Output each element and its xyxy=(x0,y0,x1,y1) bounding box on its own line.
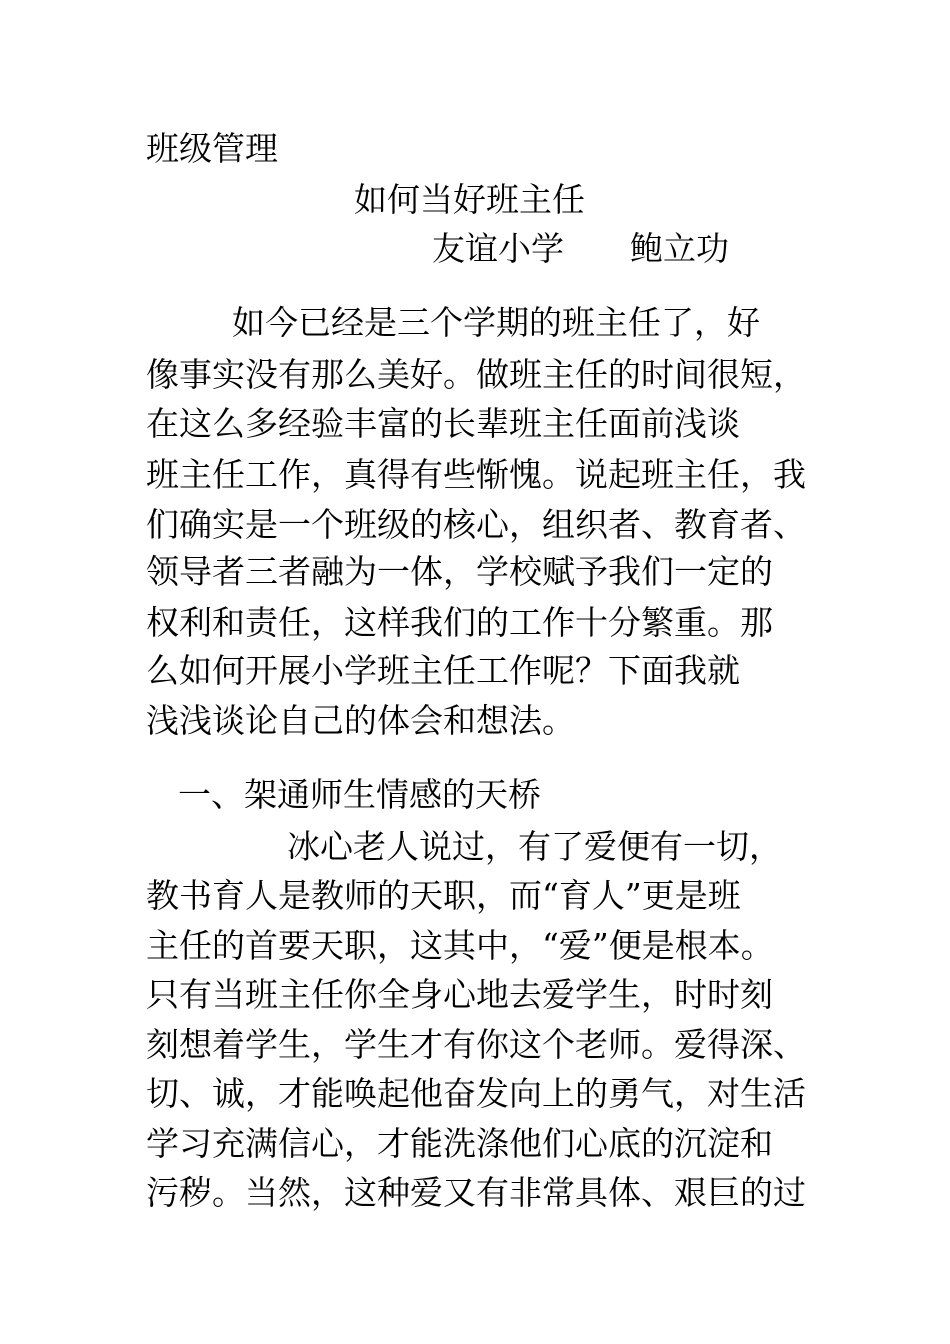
intro-line: 领导者三者融为一体，学校赋予我们一定的 xyxy=(146,552,773,591)
intro-line: 么如何开展小学班主任工作呢？下面我就 xyxy=(146,651,740,690)
intro-line: 像事实没有那么美好。做班主任的时间很短， xyxy=(146,355,806,394)
intro-line: 们确实是一个班级的核心，组织者、教育者、 xyxy=(146,505,806,544)
section-line: 教书育人是教师的天职，而“育人”更是班 xyxy=(146,876,741,915)
intro-line: 班主任工作，真得有些惭愧。说起班主任，我 xyxy=(146,455,806,494)
author-byline: 友谊小学 鲍立功 xyxy=(432,229,729,268)
section-line: 主任的首要天职，这其中，“爱”便是根本。 xyxy=(146,926,774,965)
category-label: 班级管理 xyxy=(146,129,278,168)
section-line: 切、诚，才能唤起他奋发向上的勇气，对生活 xyxy=(146,1074,806,1113)
intro-line: 如今已经是三个学期的班主任了，好 xyxy=(232,303,760,342)
intro-line: 在这么多经验丰富的长辈班主任面前浅谈 xyxy=(146,404,740,443)
section-line: 刻想着学生，学生才有你这个老师。爱得深、 xyxy=(146,1025,806,1064)
section-line: 学习充满信心，才能洗涤他们心底的沉淀和 xyxy=(146,1124,773,1163)
section-line: 污秽。当然，这种爱又有非常具体、艰巨的过 xyxy=(146,1173,806,1212)
section-line: 冰心老人说过，有了爱便有一切， xyxy=(287,827,782,866)
intro-line: 浅浅谈论自己的体会和想法。 xyxy=(146,701,575,740)
intro-line: 权利和责任，这样我们的工作十分繁重。那 xyxy=(146,603,773,642)
section-line: 只有当班主任你全身心地去爱学生，时时刻 xyxy=(146,975,773,1014)
section-heading: 一、架通师生情感的天桥 xyxy=(178,775,541,814)
document-title: 如何当好班主任 xyxy=(354,180,585,219)
